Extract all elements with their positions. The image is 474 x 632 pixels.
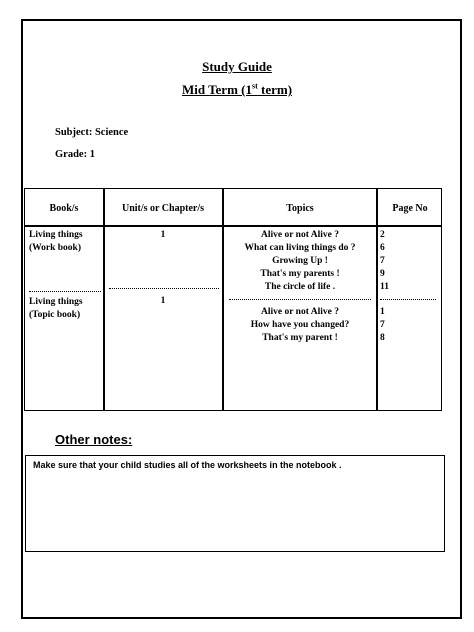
page-number: 11 <box>380 282 389 292</box>
row-separator <box>109 288 219 289</box>
row-separator <box>380 299 436 300</box>
topic-item: Alive or not Alive ? <box>261 307 339 317</box>
book-line: (Topic book) <box>29 310 81 320</box>
notes-box <box>25 455 445 552</box>
header-topics: Topics <box>286 203 314 214</box>
pages-cell-2 <box>380 306 385 345</box>
header-books: Book/s <box>49 203 79 214</box>
subtitle-tail: term) <box>257 82 293 97</box>
header-units: Unit/s or Chapter/s <box>121 203 205 214</box>
book-cell-1 <box>29 229 83 255</box>
subtitle-superscript: st <box>252 81 258 91</box>
column-divider <box>222 189 224 410</box>
page-number: 6 <box>380 243 385 253</box>
page-number: 7 <box>380 256 385 266</box>
topic-item: What can living things do ? <box>244 243 356 253</box>
header-pages: Page No <box>392 203 428 214</box>
page-number: 1 <box>380 307 385 317</box>
row-separator <box>29 291 101 292</box>
topics-cell-2 <box>224 306 376 345</box>
other-notes-heading: Other notes: <box>55 432 133 447</box>
topics-cell-1 <box>224 229 376 294</box>
unit-cell-1: 1 <box>160 230 166 240</box>
topic-item: How have you changed? <box>250 320 350 330</box>
study-table <box>24 188 442 411</box>
grade-label: Grade: 1 <box>55 149 95 160</box>
page-number: 7 <box>380 320 385 330</box>
topic-item: The circle of life . <box>264 282 336 292</box>
page-number: 8 <box>380 333 385 343</box>
book-line: (Work book) <box>29 243 81 253</box>
page-subtitle <box>0 82 474 98</box>
topic-item: Growing Up ! <box>272 256 328 266</box>
book-line: Living things <box>29 297 83 307</box>
unit-cell-2: 1 <box>160 296 166 306</box>
book-line: Living things <box>29 230 83 240</box>
notes-text: Make sure that your child studies all of the worksheets in the notebook . <box>33 460 342 470</box>
row-separator <box>229 299 371 300</box>
pages-cell-1 <box>380 229 389 294</box>
topic-item: That's my parent ! <box>262 333 338 343</box>
subtitle-main: Mid Term (1 <box>181 82 252 97</box>
book-cell-2 <box>29 296 83 322</box>
page-title: Study Guide <box>202 59 272 74</box>
subject-label: Subject: Science <box>55 127 129 138</box>
page-number: 9 <box>380 269 385 279</box>
page-number: 2 <box>380 230 385 240</box>
topic-item: Alive or not Alive ? <box>261 230 339 240</box>
column-divider <box>376 189 378 410</box>
header-divider <box>25 225 441 227</box>
topic-item: That's my parents ! <box>260 269 340 279</box>
